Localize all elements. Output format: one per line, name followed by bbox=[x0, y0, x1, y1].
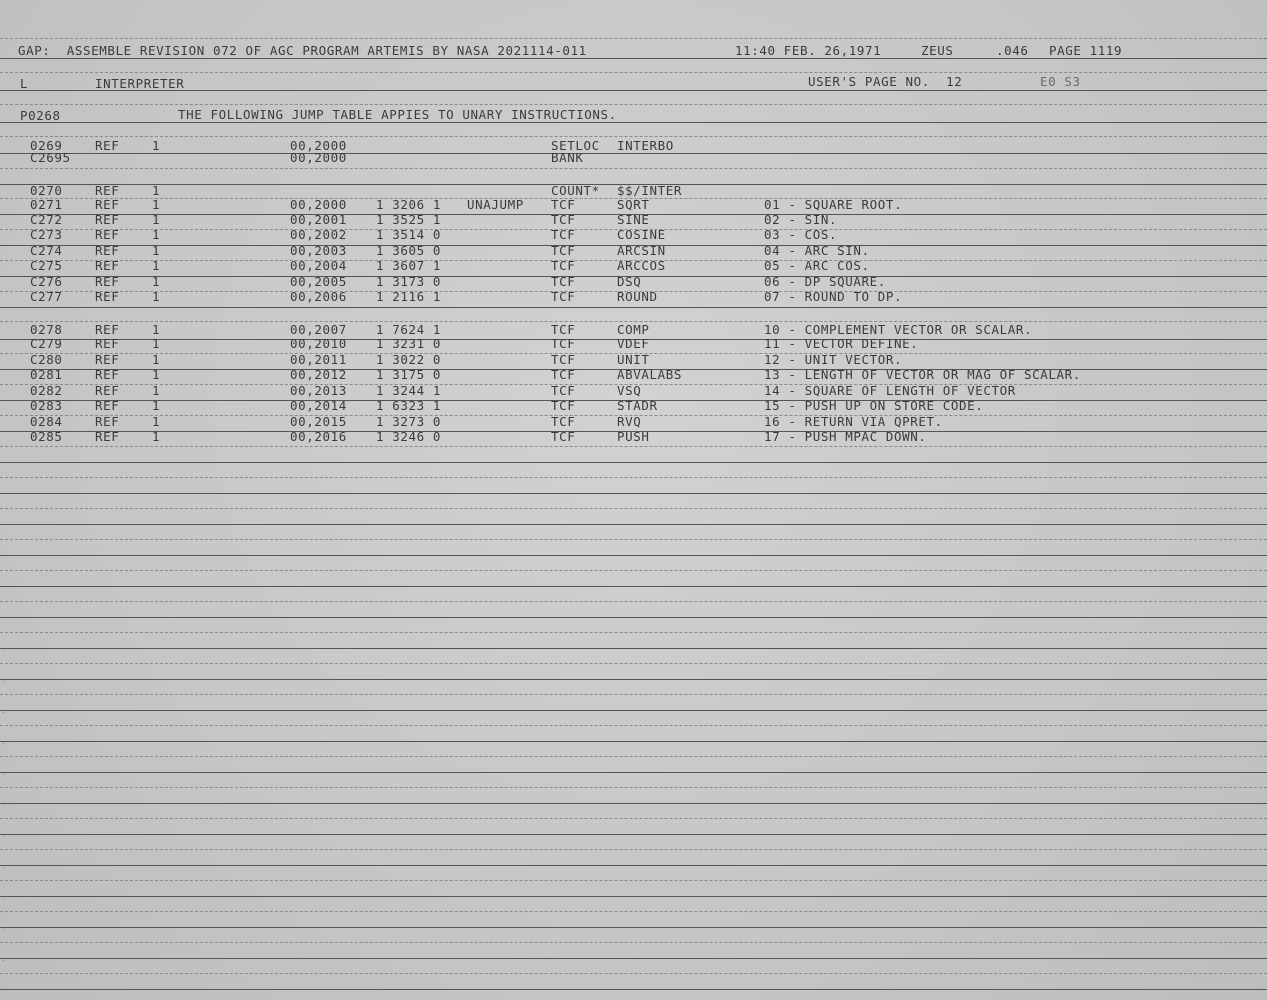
rule bbox=[0, 104, 1267, 105]
opcode: TCF bbox=[551, 352, 576, 367]
rule bbox=[0, 493, 1267, 494]
ref-marker: REF bbox=[95, 227, 120, 242]
octal-code: 1 3273 0 bbox=[376, 414, 442, 429]
rule bbox=[0, 818, 1267, 819]
rule bbox=[0, 710, 1267, 711]
opcode: TCF bbox=[551, 243, 576, 258]
address: 00,2000 bbox=[290, 197, 347, 212]
rule bbox=[0, 586, 1267, 587]
comment: 16 - RETURN VIA QPRET. bbox=[764, 414, 943, 429]
comment: 17 - PUSH MPAC DOWN. bbox=[764, 429, 927, 444]
ref-count: 1 bbox=[152, 243, 161, 258]
line-number: 0285 bbox=[30, 429, 63, 444]
address: 00,2010 bbox=[290, 336, 347, 351]
opcode: TCF bbox=[551, 227, 576, 242]
ref-marker: REF bbox=[95, 258, 120, 273]
ref-count: 1 bbox=[152, 258, 161, 273]
rule bbox=[0, 679, 1267, 680]
opcode: SETLOC bbox=[551, 138, 600, 153]
rule bbox=[0, 958, 1267, 959]
comment: 12 - UNIT VECTOR. bbox=[764, 352, 903, 367]
rule bbox=[0, 153, 1267, 154]
address: 00,2000 bbox=[290, 150, 347, 165]
opcode: TCF bbox=[551, 414, 576, 429]
ref-count: 1 bbox=[152, 414, 161, 429]
ref-marker: REF bbox=[95, 197, 120, 212]
opcode: TCF bbox=[551, 322, 576, 337]
comment: 01 - SQUARE ROOT. bbox=[764, 197, 903, 212]
rule bbox=[0, 942, 1267, 943]
ref-marker: REF bbox=[95, 322, 120, 337]
rule bbox=[0, 632, 1267, 633]
users-page-number: USER'S PAGE NO. 12 bbox=[808, 74, 963, 89]
ref-marker: REF bbox=[95, 212, 120, 227]
octal-code: 1 3244 1 bbox=[376, 383, 442, 398]
line-number: 0278 bbox=[30, 322, 63, 337]
operand: ROUND bbox=[617, 289, 658, 304]
line-number: C2695 bbox=[30, 150, 71, 165]
opcode: COUNT* bbox=[551, 183, 600, 198]
line-number: C276 bbox=[30, 274, 63, 289]
line-number: 0269 bbox=[30, 138, 63, 153]
opcode: TCF bbox=[551, 197, 576, 212]
operand: INTERBO bbox=[617, 138, 674, 153]
ref-count: 1 bbox=[152, 227, 161, 242]
octal-code: 1 2116 1 bbox=[376, 289, 442, 304]
operand: VDEF bbox=[617, 336, 650, 351]
rule bbox=[0, 307, 1267, 308]
rule bbox=[0, 927, 1267, 928]
opcode: TCF bbox=[551, 258, 576, 273]
rule bbox=[0, 122, 1267, 123]
address: 00,2015 bbox=[290, 414, 347, 429]
rule bbox=[0, 462, 1267, 463]
ref-count: 1 bbox=[152, 197, 161, 212]
opcode: BANK bbox=[551, 150, 584, 165]
line-number: 0282 bbox=[30, 383, 63, 398]
header-system: ZEUS bbox=[921, 43, 954, 58]
ref-marker: REF bbox=[95, 414, 120, 429]
octal-code: 1 6323 1 bbox=[376, 398, 442, 413]
address: 00,2007 bbox=[290, 322, 347, 337]
rule bbox=[0, 725, 1267, 726]
rule bbox=[0, 803, 1267, 804]
octal-code: 1 7624 1 bbox=[376, 322, 442, 337]
line-number: C279 bbox=[30, 336, 63, 351]
ref-count: 1 bbox=[152, 429, 161, 444]
opcode: TCF bbox=[551, 383, 576, 398]
header-title: GAP: ASSEMBLE REVISION 072 OF AGC PROGRAM ARTEMIS BY NASA 2021114-011 bbox=[18, 43, 587, 58]
ref-marker: REF bbox=[95, 383, 120, 398]
rule bbox=[0, 865, 1267, 866]
ref-count: 1 bbox=[152, 383, 161, 398]
comment: 10 - COMPLEMENT VECTOR OR SCALAR. bbox=[764, 322, 1033, 337]
rule bbox=[0, 989, 1267, 990]
address: 00,2014 bbox=[290, 398, 347, 413]
line-number: C272 bbox=[30, 212, 63, 227]
octal-code: 1 3525 1 bbox=[376, 212, 442, 227]
comment-label: P0268 bbox=[20, 108, 61, 123]
ref-marker: REF bbox=[95, 138, 120, 153]
rule bbox=[0, 72, 1267, 73]
rule bbox=[0, 849, 1267, 850]
octal-code: 1 3607 1 bbox=[376, 258, 442, 273]
rule bbox=[0, 58, 1267, 59]
address: 00,2012 bbox=[290, 367, 347, 382]
margin-mark: . bbox=[1, 645, 6, 653]
operand: SINE bbox=[617, 212, 650, 227]
subheader-right-mark: E0 S3 bbox=[1040, 74, 1081, 89]
ref-marker: REF bbox=[95, 398, 120, 413]
rule bbox=[0, 90, 1267, 91]
operand: DSQ bbox=[617, 274, 642, 289]
margin-mark: . bbox=[1, 738, 6, 746]
operand: COSINE bbox=[617, 227, 666, 242]
line-number: C273 bbox=[30, 227, 63, 242]
margin-mark: . bbox=[1, 831, 6, 839]
comment: 13 - LENGTH OF VECTOR OR MAG OF SCALAR. bbox=[764, 367, 1081, 382]
ref-marker: REF bbox=[95, 274, 120, 289]
operand: ABVALABS bbox=[617, 367, 683, 382]
rule bbox=[0, 555, 1267, 556]
line-number: C275 bbox=[30, 258, 63, 273]
rule bbox=[0, 834, 1267, 835]
rule bbox=[0, 601, 1267, 602]
rule bbox=[0, 896, 1267, 897]
ref-marker: REF bbox=[95, 336, 120, 351]
rule bbox=[0, 911, 1267, 912]
rule bbox=[0, 477, 1267, 478]
line-number: C277 bbox=[30, 289, 63, 304]
line-number: 0283 bbox=[30, 398, 63, 413]
opcode: TCF bbox=[551, 367, 576, 382]
operand: STADR bbox=[617, 398, 658, 413]
rule bbox=[0, 508, 1267, 509]
line-number: C280 bbox=[30, 352, 63, 367]
rule bbox=[0, 446, 1267, 447]
rule bbox=[0, 570, 1267, 571]
ref-count: 1 bbox=[152, 322, 161, 337]
opcode: TCF bbox=[551, 274, 576, 289]
octal-code: 1 3206 1 bbox=[376, 197, 442, 212]
label: UNAJUMP bbox=[467, 197, 524, 212]
operand: $$/INTER bbox=[617, 183, 683, 198]
comment: 03 - COS. bbox=[764, 227, 838, 242]
margin-mark: . bbox=[1, 862, 6, 870]
margin-mark: . bbox=[1, 800, 6, 808]
comment: 06 - DP SQUARE. bbox=[764, 274, 886, 289]
ref-count: 1 bbox=[152, 336, 161, 351]
address: 00,2002 bbox=[290, 227, 347, 242]
rule bbox=[0, 694, 1267, 695]
comment: 02 - SIN. bbox=[764, 212, 838, 227]
rule bbox=[0, 168, 1267, 169]
address: 00,2013 bbox=[290, 383, 347, 398]
comment: 14 - SQUARE OF LENGTH OF VECTOR bbox=[764, 383, 1016, 398]
rule bbox=[0, 663, 1267, 664]
octal-code: 1 3173 0 bbox=[376, 274, 442, 289]
opcode: TCF bbox=[551, 429, 576, 444]
operand: UNIT bbox=[617, 352, 650, 367]
line-number: 0271 bbox=[30, 197, 63, 212]
octal-code: 1 3175 0 bbox=[376, 367, 442, 382]
rule bbox=[0, 741, 1267, 742]
rule bbox=[0, 524, 1267, 525]
comment: 05 - ARC COS. bbox=[764, 258, 870, 273]
ref-marker: REF bbox=[95, 183, 120, 198]
operand: ARCSIN bbox=[617, 243, 666, 258]
ref-count: 1 bbox=[152, 274, 161, 289]
margin-mark: . bbox=[1, 707, 6, 715]
octal-code: 1 3605 0 bbox=[376, 243, 442, 258]
octal-code: 1 3514 0 bbox=[376, 227, 442, 242]
margin-mark: . bbox=[1, 676, 6, 684]
octal-code: 1 3246 0 bbox=[376, 429, 442, 444]
subheader-left-mark: L bbox=[20, 76, 29, 91]
comment: 07 - ROUND TO DP. bbox=[764, 289, 903, 304]
operand: ARCCOS bbox=[617, 258, 666, 273]
comment: 15 - PUSH UP ON STORE CODE. bbox=[764, 398, 984, 413]
address: 00,2005 bbox=[290, 274, 347, 289]
ref-count: 1 bbox=[152, 289, 161, 304]
operand: VSQ bbox=[617, 383, 642, 398]
section-title: INTERPRETER bbox=[95, 76, 185, 91]
rule bbox=[0, 136, 1267, 137]
margin-mark: . bbox=[1, 955, 6, 963]
rule bbox=[0, 617, 1267, 618]
ref-count: 1 bbox=[152, 138, 161, 153]
opcode: TCF bbox=[551, 289, 576, 304]
margin-mark: . bbox=[1, 893, 6, 901]
address: 00,2016 bbox=[290, 429, 347, 444]
margin-mark: . bbox=[1, 924, 6, 932]
address: 00,2003 bbox=[290, 243, 347, 258]
address: 00,2011 bbox=[290, 352, 347, 367]
ref-count: 1 bbox=[152, 183, 161, 198]
opcode: TCF bbox=[551, 336, 576, 351]
address: 00,2000 bbox=[290, 138, 347, 153]
ref-marker: REF bbox=[95, 352, 120, 367]
rule bbox=[0, 38, 1267, 39]
rule bbox=[0, 756, 1267, 757]
ref-count: 1 bbox=[152, 212, 161, 227]
comment-text: THE FOLLOWING JUMP TABLE APPIES TO UNARY INSTRUCTIONS. bbox=[178, 107, 617, 122]
ref-marker: REF bbox=[95, 429, 120, 444]
address: 00,2006 bbox=[290, 289, 347, 304]
margin-mark: . bbox=[1, 769, 6, 777]
ref-marker: REF bbox=[95, 243, 120, 258]
address: 00,2004 bbox=[290, 258, 347, 273]
operand: RVQ bbox=[617, 414, 642, 429]
opcode: TCF bbox=[551, 212, 576, 227]
operand: COMP bbox=[617, 322, 650, 337]
octal-code: 1 3022 0 bbox=[376, 352, 442, 367]
rule bbox=[0, 772, 1267, 773]
header-code: .046 bbox=[996, 43, 1029, 58]
ref-count: 1 bbox=[152, 367, 161, 382]
rule bbox=[0, 787, 1267, 788]
ref-marker: REF bbox=[95, 289, 120, 304]
header-page: PAGE 1119 bbox=[1049, 43, 1123, 58]
rule bbox=[0, 880, 1267, 881]
operand: PUSH bbox=[617, 429, 650, 444]
operand: SQRT bbox=[617, 197, 650, 212]
comment: 04 - ARC SIN. bbox=[764, 243, 870, 258]
header-time-date: 11:40 FEB. 26,1971 bbox=[735, 43, 882, 58]
rule bbox=[0, 973, 1267, 974]
line-number: 0281 bbox=[30, 367, 63, 382]
line-number: C274 bbox=[30, 243, 63, 258]
ref-count: 1 bbox=[152, 398, 161, 413]
opcode: TCF bbox=[551, 398, 576, 413]
octal-code: 1 3231 0 bbox=[376, 336, 442, 351]
address: 00,2001 bbox=[290, 212, 347, 227]
ref-marker: REF bbox=[95, 367, 120, 382]
line-number: 0284 bbox=[30, 414, 63, 429]
line-number: 0270 bbox=[30, 183, 63, 198]
rule bbox=[0, 539, 1267, 540]
comment: 11 - VECTOR DEFINE. bbox=[764, 336, 919, 351]
ref-count: 1 bbox=[152, 352, 161, 367]
rule bbox=[0, 648, 1267, 649]
